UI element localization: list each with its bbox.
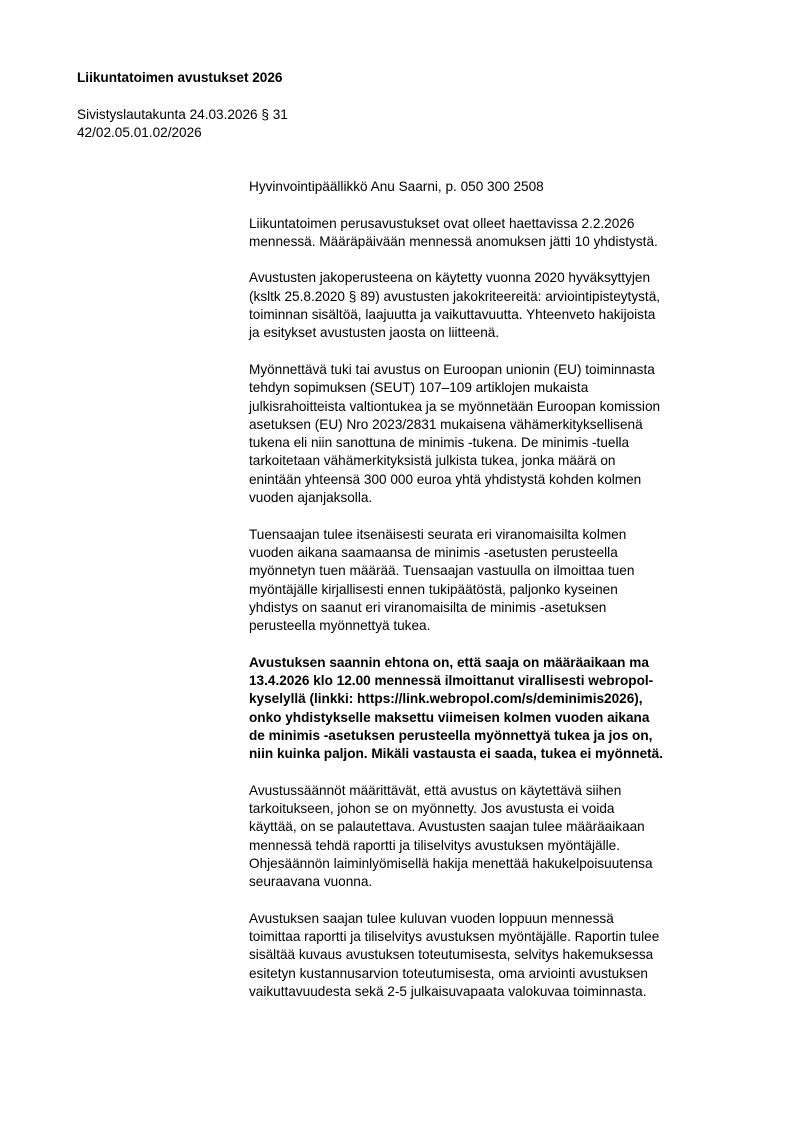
paragraph (249, 910, 749, 1001)
paragraph-line: Liikuntatoimen perusavustukset ovat olleet haettavissa 2.2.2026 (249, 215, 635, 231)
paragraph-emphasized (249, 654, 749, 764)
paragraph (249, 782, 749, 892)
paragraph-line: mennessä tehdä raportti ja tiliselvitys avustuksen myöntäjälle. (249, 837, 620, 853)
paragraph-line: Hyvinvointipäällikkö Anu Saarni, p. 050 300 2508 (249, 179, 544, 194)
paragraph-line: perusteella myönnettyä tukea. (249, 618, 431, 634)
paragraph-line: tarkoitukseen, johon se on myönnetty. Jos avustusta ei voida (249, 801, 615, 817)
paragraph-line: toimittaa raportti ja tiliselvitys avustuksen myöntäjälle. Raportin tulee (249, 929, 660, 945)
board-meeting-reference: Sivistyslautakunta 24.03.2026 § 31 (77, 107, 288, 122)
record-id: 42/02.05.01.02/2026 (77, 125, 202, 140)
paragraph-line: onko yhdistykselle maksettu viimeisen kolmen vuoden aikana (249, 709, 650, 725)
paragraph-line: Avustusten jakoperusteena on käytetty vuonna 2020 hyväksyttyjen (249, 270, 651, 286)
paragraph-line: kyselyllä (linkki: https://link.webropol.com/s/deminimis2026), (249, 691, 643, 707)
paragraph-line: 13.4.2026 klo 12.00 mennessä ilmoittanut virallisesti webropol- (249, 673, 654, 689)
paragraph-line: yhdistys on saanut eri viranomaisilta de minimis -asetuksen (249, 599, 607, 615)
paragraph-line: mennessä. Määräpäivään mennessä anomuksen jätti 10 yhdistystä. (249, 233, 658, 249)
paragraph-line: myönnetyn tuen määrää. Tuensaajan vastuulla on ilmoittaa tuen (249, 563, 635, 579)
paragraph-line: Avustussäännöt määrittävät, että avustus on käytettävä siihen (249, 782, 622, 798)
paragraph-line: vaikuttavuudesta sekä 2-5 julkaisuvapaata valokuvaa toiminnasta. (249, 984, 647, 1000)
paragraph-line: Avustuksen saajan tulee kuluvan vuoden loppuun mennessä (249, 910, 614, 926)
paragraph-line: toiminnan sisältöä, laajuutta ja vaikuttavuutta. Yhteenveto hakijoista (249, 307, 656, 323)
paragraph (249, 269, 749, 342)
paragraph-line: Tuensaajan tulee itsenäisesti seurata eri viranomaisilta kolmen (249, 526, 627, 542)
paragraph-line: tehdyn sopimuksen (SEUT) 107–109 artiklojen mukaista (249, 380, 589, 396)
paragraph-line: tukena eli niin sanottuna de minimis -tukena. De minimis -tuella (249, 435, 630, 451)
paragraph (249, 361, 749, 507)
paragraph (249, 215, 749, 252)
paragraph-line: (ksltk 25.8.2020 § 89) avustusten jakokriteereitä: arviointipisteytystä, (249, 288, 661, 304)
paragraph-line: enintään yhteensä 300 000 euroa yhtä yhdistystä kohden kolmen (249, 471, 642, 487)
paragraph-line: esitetyn kustannusarvion toteutumisesta, oma arviointi avustuksen (249, 965, 648, 981)
paragraph-line: julkisrahoitteista valtiontukea ja se myönnetään Euroopan komission (249, 398, 661, 414)
paragraph-line: sisältää kuvaus avustuksen toteutumisesta, selvitys hakemuksessa (249, 947, 654, 963)
paragraph-line: Ohjesäännön laiminlyömisellä hakija menettää hakukelpoisuutensa (249, 855, 653, 871)
document-title: Liikuntatoimen avustukset 2026 (77, 70, 283, 85)
document-meta (77, 106, 288, 142)
paragraph-line: myöntäjälle kirjallisesti ennen tukipäätöstä, paljonko kyseinen (249, 581, 618, 597)
paragraph (249, 526, 749, 636)
paragraph-line: käyttää, on se palautettava. Avustusten saajan tulee määräaikaan (249, 819, 645, 835)
paragraph-line: de minimis -asetuksen perusteella myönnettyä tukea ja jos on, (249, 727, 653, 743)
paragraph-line: ja esitykset avustusten jaosta on liitteenä. (249, 325, 500, 341)
paragraph-line: vuoden ajanjaksolla. (249, 490, 373, 506)
paragraph-line: Myönnettävä tuki tai avustus on Euroopan unionin (EU) toiminnasta (249, 361, 655, 377)
paragraph (249, 178, 749, 196)
paragraph-line: seuraavana vuonna. (249, 874, 373, 890)
paragraph-line: tarkoitetaan vähämerkityksistä julkista tukea, jonka määrä on (249, 453, 616, 469)
document-body (249, 178, 749, 1020)
paragraph-line: asetuksen (EU) Nro 2023/2831 mukaisena vähämerkityksellisenä (249, 416, 643, 432)
paragraph-line: vuoden aikana saamaansa de minimis -asetusten perusteella (249, 544, 618, 560)
paragraph-line: Avustuksen saannin ehtona on, että saaja on määräaikaan ma (249, 654, 649, 670)
paragraph-line: niin kuinka paljon. Mikäli vastausta ei saada, tukea ei myönnetä. (249, 746, 663, 762)
